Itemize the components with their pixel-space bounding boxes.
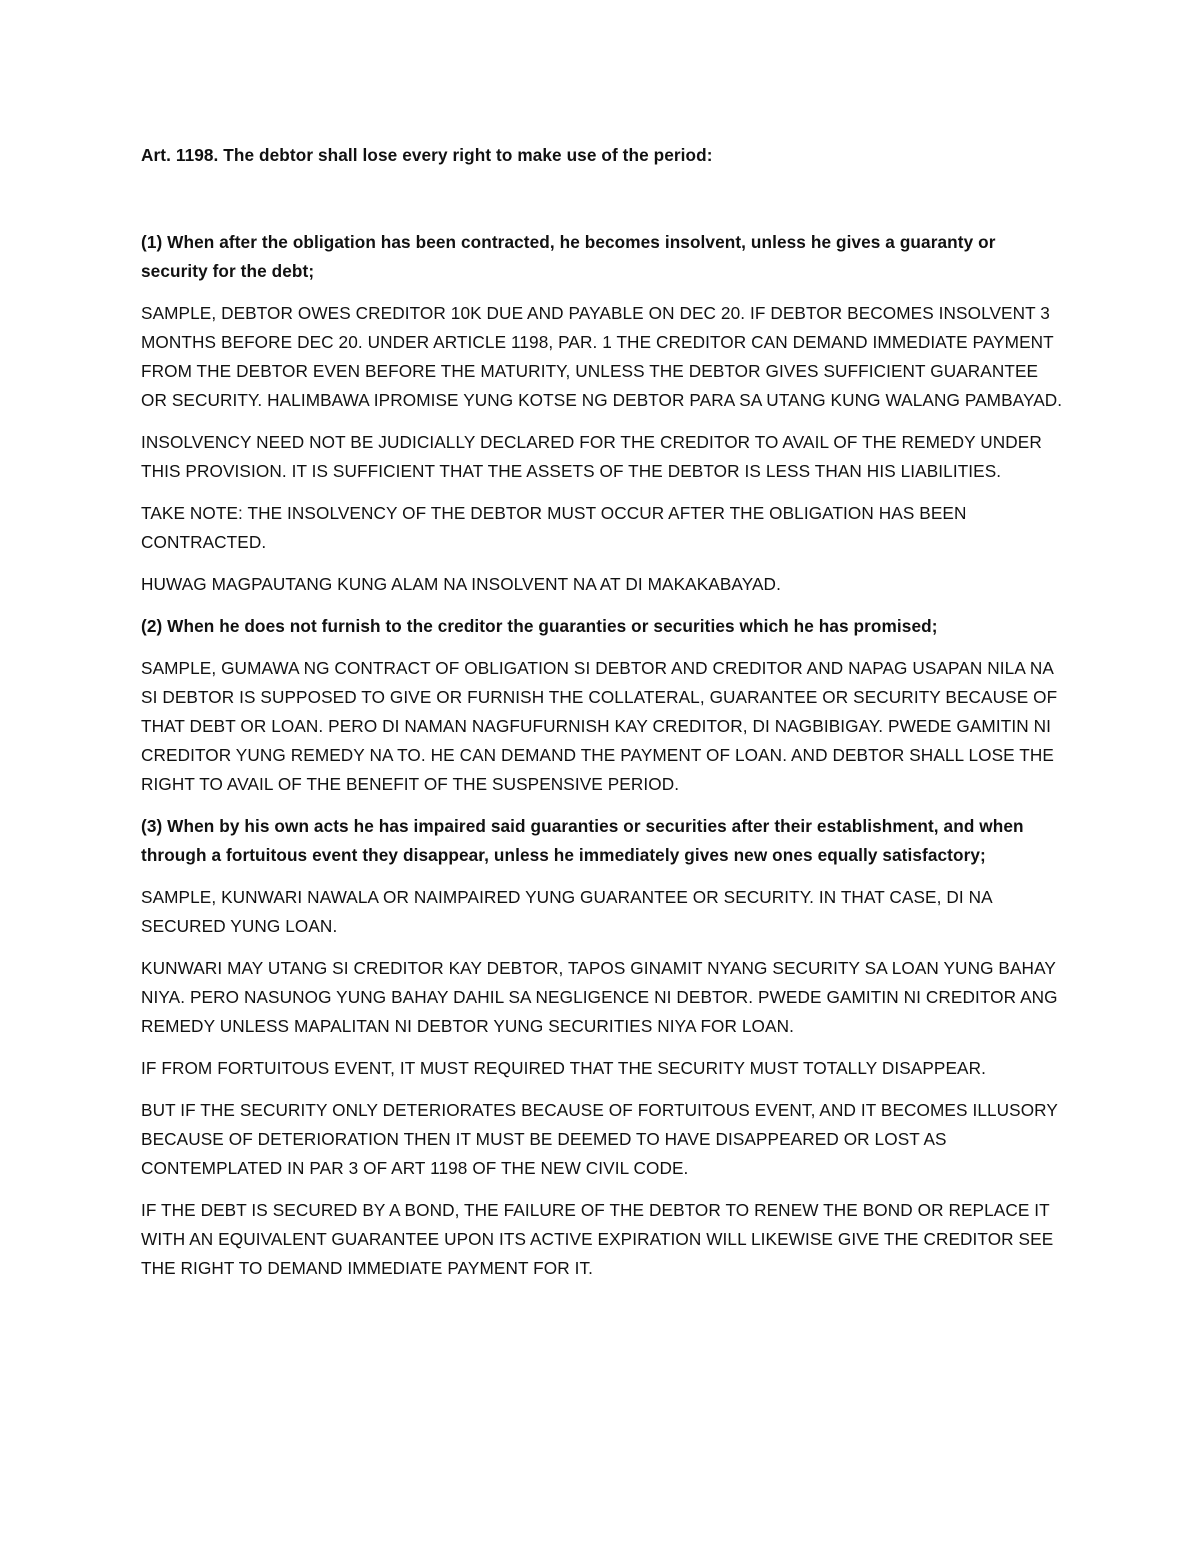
paragraph-3-fortuitous-note: IF FROM FORTUITOUS EVENT, IT MUST REQUIRED THAT THE SECURITY MUST TOTALLY DISAPPEAR.	[141, 1058, 986, 1078]
article-title: Art. 1198. The debtor shall lose every right to make use of the period:	[141, 145, 713, 165]
paragraph-3-provision: (3) When by his own acts he has impaired said guaranties or securities after their establishment, and when through a fortuitous event they disappear, unless he immediately gives new ones equally satisfactory;	[141, 816, 1024, 865]
paragraph-1-take-note: TAKE NOTE: THE INSOLVENCY OF THE DEBTOR MUST OCCUR AFTER THE OBLIGATION HAS BEEN CONTRACTED.	[141, 503, 967, 552]
paragraph-3-example: KUNWARI MAY UTANG SI CREDITOR KAY DEBTOR, TAPOS GINAMIT NYANG SECURITY SA LOAN YUNG BAHAY NIYA. PERO NASUNOG YUNG BAHAY DAHIL SA NEGLIGENCE NI DEBTOR. PWEDE GAMITIN NI CREDITOR ANG REMEDY UNLESS MAPALITAN NI DEBTOR YUNG SECURITIES NIYA FOR LOAN.	[141, 958, 1058, 1036]
paragraph-2-sample: SAMPLE, GUMAWA NG CONTRACT OF OBLIGATION SI DEBTOR AND CREDITOR AND NAPAG USAPAN NILA NA SI DEBTOR IS SUPPOSED TO GIVE OR FURNISH THE COLLATERAL, GUARANTEE OR SECURITY BECAUSE OF THAT DEBT OR LOAN. PERO DI NAMAN NAGFUFURNISH KAY CREDITOR, DI NAGBIBIGAY. PWEDE GAMITIN NI CREDITOR YUNG REMEDY NA TO. HE CAN DEMAND THE PAYMENT OF LOAN. AND DEBTOR SHALL LOSE THE RIGHT TO AVAIL OF THE BENEFIT OF THE SUSPENSIVE PERIOD.	[141, 658, 1058, 794]
paragraph-1-insolvency-note: INSOLVENCY NEED NOT BE JUDICIALLY DECLARED FOR THE CREDITOR TO AVAIL OF THE REMEDY UNDER THIS PROVISION. IT IS SUFFICIENT THAT THE ASSETS OF THE DEBTOR IS LESS THAN HIS LIABILITIES.	[141, 432, 1042, 481]
document-body	[141, 141, 1063, 1296]
paragraph-1-reminder: HUWAG MAGPAUTANG KUNG ALAM NA INSOLVENT NA AT DI MAKAKABAYAD.	[141, 574, 781, 594]
paragraph-2-provision: (2) When he does not furnish to the creditor the guaranties or securities which he has promised;	[141, 616, 938, 636]
paragraph-3-deterioration-note: BUT IF THE SECURITY ONLY DETERIORATES BECAUSE OF FORTUITOUS EVENT, AND IT BECOMES ILLUSORY BECAUSE OF DETERIORATION THEN IT MUST BE DEEMED TO HAVE DISAPPEARED OR LOST AS CONTEMPLATED IN PAR 3 OF ART 1198 OF THE NEW CIVIL CODE.	[141, 1100, 1058, 1178]
paragraph-1-provision: (1) When after the obligation has been contracted, he becomes insolvent, unless he gives a guaranty or security for the debt;	[141, 232, 996, 281]
paragraph-3-bond-note: IF THE DEBT IS SECURED BY A BOND, THE FAILURE OF THE DEBTOR TO RENEW THE BOND OR REPLACE IT WITH AN EQUIVALENT GUARANTEE UPON ITS ACTIVE EXPIRATION WILL LIKEWISE GIVE THE CREDITOR SEE THE RIGHT TO DEMAND IMMEDIATE PAYMENT FOR IT.	[141, 1200, 1054, 1278]
paragraph-3-sample: SAMPLE, KUNWARI NAWALA OR NAIMPAIRED YUNG GUARANTEE OR SECURITY. IN THAT CASE, DI NA SECURED YUNG LOAN.	[141, 887, 992, 936]
paragraph-1-sample: SAMPLE, DEBTOR OWES CREDITOR 10K DUE AND PAYABLE ON DEC 20. IF DEBTOR BECOMES INSOLVENT 3 MONTHS BEFORE DEC 20. UNDER ARTICLE 1198, PAR. 1 THE CREDITOR CAN DEMAND IMMEDIATE PAYMENT FROM THE DEBTOR EVEN BEFORE THE MATURITY, UNLESS THE DEBTOR GIVES SUFFICIENT GUARANTEE OR SECURITY. HALIMBAWA IPROMISE YUNG KOTSE NG DEBTOR PARA SA UTANG KUNG WALANG PAMBAYAD.	[141, 303, 1063, 410]
